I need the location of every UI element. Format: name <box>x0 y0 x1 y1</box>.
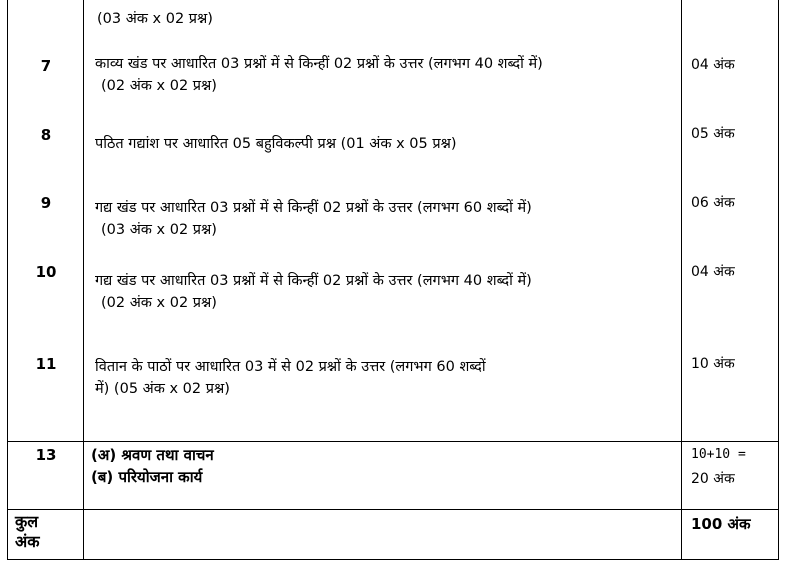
question-text-10: गद्य खंड पर आधारित 03 प्रश्नों में से किन्हीं 02 प्रश्नों के उत्तर (लगभग 40 शब्दों में) (02 अंक x 02 प्रश्न) <box>95 273 532 311</box>
marks-7: 04 अंक <box>691 57 735 73</box>
question-number-10: 10 <box>35 263 57 281</box>
question-text-continuation: (03 अंक x 02 प्रश्न) <box>97 11 213 27</box>
marks-10: 04 अंक <box>691 264 735 280</box>
question-text-13: (अ) श्रवण तथा वाचन (ब) परियोजना कार्य <box>91 446 214 486</box>
question-number-7: 7 <box>40 57 52 75</box>
question-text-7: काव्य खंड पर आधारित 03 प्रश्नों में से किन्हीं 02 प्रश्नों के उत्तर (लगभग 40 शब्दों में) (02 अंक x 02 प्रश्न) <box>95 56 543 94</box>
question-number-13: 13 <box>35 446 57 464</box>
table-border-right <box>778 0 779 560</box>
table-divider-marks <box>681 0 682 560</box>
marks-11: 10 अंक <box>691 356 735 372</box>
marks-table <box>7 0 779 560</box>
table-rule-total <box>7 509 779 510</box>
question-number-11: 11 <box>35 355 57 373</box>
marks-8: 05 अंक <box>691 126 735 142</box>
question-text-11: वितान के पाठों पर आधारित 03 में से 02 प्रश्नों के उत्तर (लगभग 60 शब्दों में) (05 अंक x 02 प्रश्न) <box>95 359 486 397</box>
table-divider-num <box>83 0 84 560</box>
table-rule-13 <box>7 441 779 442</box>
total-label: कुल अंक <box>15 512 40 551</box>
question-text-9: गद्य खंड पर आधारित 03 प्रश्नों में से किन्हीं 02 प्रश्नों के उत्तर (लगभग 60 शब्दों में) (03 अंक x 02 प्रश्न) <box>95 200 532 238</box>
marks-9: 06 अंक <box>691 195 735 211</box>
question-number-9: 9 <box>40 194 52 212</box>
total-marks: 100 अंक <box>691 515 751 533</box>
table-border-bottom <box>7 559 779 560</box>
question-number-8: 8 <box>40 126 52 144</box>
question-text-8: पठित गद्यांश पर आधारित 05 बहुविकल्पी प्रश्न (01 अंक x 05 प्रश्न) <box>95 136 457 152</box>
table-border-left <box>7 0 8 560</box>
marks-13: 10+10 = 20 अंक <box>691 447 746 487</box>
